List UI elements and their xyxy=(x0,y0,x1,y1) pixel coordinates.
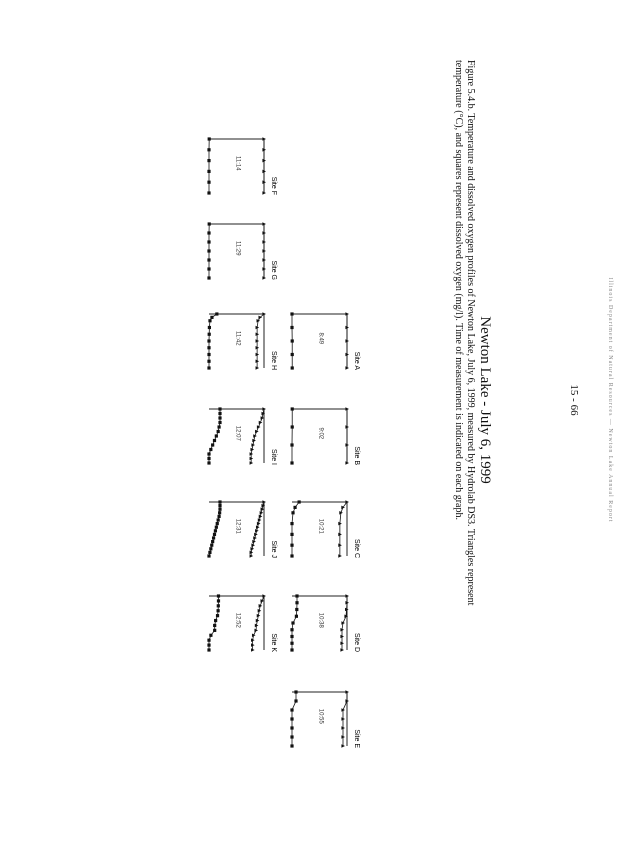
do-point xyxy=(207,339,210,342)
do-point xyxy=(291,353,294,356)
do-point xyxy=(215,526,218,529)
do-point xyxy=(207,353,210,356)
panel-title: Site E xyxy=(353,729,360,748)
do-point xyxy=(290,544,293,547)
do-point xyxy=(218,511,221,514)
do-point xyxy=(290,744,293,747)
series-line xyxy=(292,502,299,556)
profile-chart xyxy=(288,678,363,750)
profile-chart xyxy=(205,395,280,467)
panel-title: Site H xyxy=(270,351,277,370)
do-point xyxy=(218,412,221,415)
do-point xyxy=(217,425,220,428)
do-point xyxy=(290,312,293,315)
do-point xyxy=(207,366,210,369)
do-point xyxy=(218,508,221,511)
do-point xyxy=(207,276,210,279)
series-line xyxy=(209,409,220,463)
do-point xyxy=(209,634,212,637)
do-point xyxy=(291,511,294,514)
do-point xyxy=(207,457,210,460)
do-point xyxy=(290,642,293,645)
do-point xyxy=(218,407,221,410)
caption-line-1: Figure 5.4.b. Temperature and dissolved oxygen profiles of Newton Lake, July 6, 1999, measured by Hydrolab DS3. Triangles represent xyxy=(464,60,476,860)
do-point xyxy=(295,615,298,618)
do-point xyxy=(207,639,210,642)
page-title: Newton Lake - July 6, 1999 xyxy=(476,0,493,800)
do-point xyxy=(207,148,210,151)
profile-chart xyxy=(288,395,363,467)
do-point xyxy=(211,540,214,543)
do-point xyxy=(213,624,216,627)
do-point xyxy=(207,452,210,455)
do-point xyxy=(213,439,216,442)
do-point xyxy=(213,629,216,632)
do-point xyxy=(215,312,218,315)
time-label: 9:02 xyxy=(318,427,324,439)
time-label: 8:49 xyxy=(318,332,324,344)
panel-title: Site A xyxy=(353,352,360,371)
do-point xyxy=(218,421,221,424)
do-point xyxy=(208,333,211,336)
do-point xyxy=(207,170,210,173)
do-point xyxy=(291,621,294,624)
do-point xyxy=(207,258,210,261)
do-point xyxy=(290,717,293,720)
do-point xyxy=(207,191,210,194)
do-point xyxy=(290,726,293,729)
do-point xyxy=(207,240,210,243)
temp-point xyxy=(341,506,345,510)
do-point xyxy=(208,551,211,554)
panel-title: Site K xyxy=(270,633,277,652)
time-label: 11:42 xyxy=(235,331,241,346)
do-point xyxy=(211,443,214,446)
do-point xyxy=(217,599,220,602)
do-point xyxy=(208,137,211,140)
do-point xyxy=(207,249,210,252)
do-point xyxy=(217,515,220,518)
side-note: Illinois Department of Natural Resources — Newton Lake Annual Report xyxy=(607,0,613,800)
do-point xyxy=(294,690,297,693)
do-point xyxy=(290,326,293,329)
do-point xyxy=(207,181,210,184)
do-point xyxy=(207,554,210,557)
do-point xyxy=(209,448,212,451)
time-label: 11:29 xyxy=(235,241,241,256)
do-point xyxy=(290,443,293,446)
time-label: 11:14 xyxy=(235,156,241,171)
profile-chart xyxy=(288,300,363,372)
panel-title: Site D xyxy=(353,633,360,652)
caption-line-2: temperature (°C), and squares represent dissolved oxygen (mg/l). Time of measurement is indicated on each graph. xyxy=(452,60,464,860)
panel-title: Site B xyxy=(353,446,360,465)
profile-chart xyxy=(288,488,363,560)
do-point xyxy=(217,609,220,612)
do-point xyxy=(217,604,220,607)
do-point xyxy=(290,533,293,536)
do-point xyxy=(217,518,220,521)
do-point xyxy=(210,544,213,547)
series-line xyxy=(340,502,347,556)
do-point xyxy=(291,366,294,369)
do-point xyxy=(290,708,293,711)
do-point xyxy=(207,159,210,162)
time-label: 10:21 xyxy=(318,519,324,535)
do-point xyxy=(290,461,293,464)
do-point xyxy=(291,339,294,342)
profile-chart xyxy=(205,125,280,197)
do-point xyxy=(290,554,293,557)
do-point xyxy=(210,316,213,319)
do-point xyxy=(213,533,216,536)
do-point xyxy=(298,500,301,503)
panel-title: Site F xyxy=(270,177,277,195)
do-point xyxy=(212,536,215,539)
do-point xyxy=(218,500,221,503)
panel-title: Site G xyxy=(270,261,277,280)
time-label: 10:55 xyxy=(318,709,324,725)
time-label: 12:52 xyxy=(235,613,241,629)
do-point xyxy=(207,648,210,651)
panel-title: Site I xyxy=(270,449,277,465)
profile-chart xyxy=(205,488,280,560)
do-point xyxy=(208,222,211,225)
do-point xyxy=(290,522,293,525)
time-label: 12:31 xyxy=(235,519,241,535)
do-point xyxy=(215,434,218,437)
time-label: 10:38 xyxy=(318,613,324,629)
do-point xyxy=(214,529,217,532)
figure-caption xyxy=(452,60,476,860)
do-point xyxy=(216,614,219,617)
time-label: 12:07 xyxy=(235,426,241,442)
profile-chart xyxy=(288,582,363,654)
do-point xyxy=(291,407,294,410)
do-point xyxy=(290,635,293,638)
series-line xyxy=(253,596,264,650)
do-point xyxy=(207,643,210,646)
do-point xyxy=(295,608,298,611)
do-point xyxy=(295,594,298,597)
do-point xyxy=(218,416,221,419)
do-point xyxy=(207,360,210,363)
profile-chart xyxy=(205,582,280,654)
do-point xyxy=(290,628,293,631)
do-point xyxy=(208,319,211,322)
profile-chart xyxy=(205,210,280,282)
profile-chart xyxy=(205,300,280,372)
do-point xyxy=(209,547,212,550)
do-point xyxy=(290,735,293,738)
do-point xyxy=(290,648,293,651)
panel-title: Site C xyxy=(353,539,360,558)
do-point xyxy=(295,601,298,604)
series-line xyxy=(209,596,218,650)
do-point xyxy=(208,326,211,329)
page-number: 15 - 66 xyxy=(568,0,580,800)
do-point xyxy=(291,425,294,428)
do-point xyxy=(217,430,220,433)
do-point xyxy=(294,699,297,702)
do-point xyxy=(217,594,220,597)
do-point xyxy=(207,231,210,234)
do-point xyxy=(218,504,221,507)
do-point xyxy=(216,522,219,525)
do-point xyxy=(293,506,296,509)
do-point xyxy=(214,619,217,622)
panel-title: Site J xyxy=(270,540,277,558)
do-point xyxy=(207,461,210,464)
do-point xyxy=(207,346,210,349)
do-point xyxy=(207,267,210,270)
